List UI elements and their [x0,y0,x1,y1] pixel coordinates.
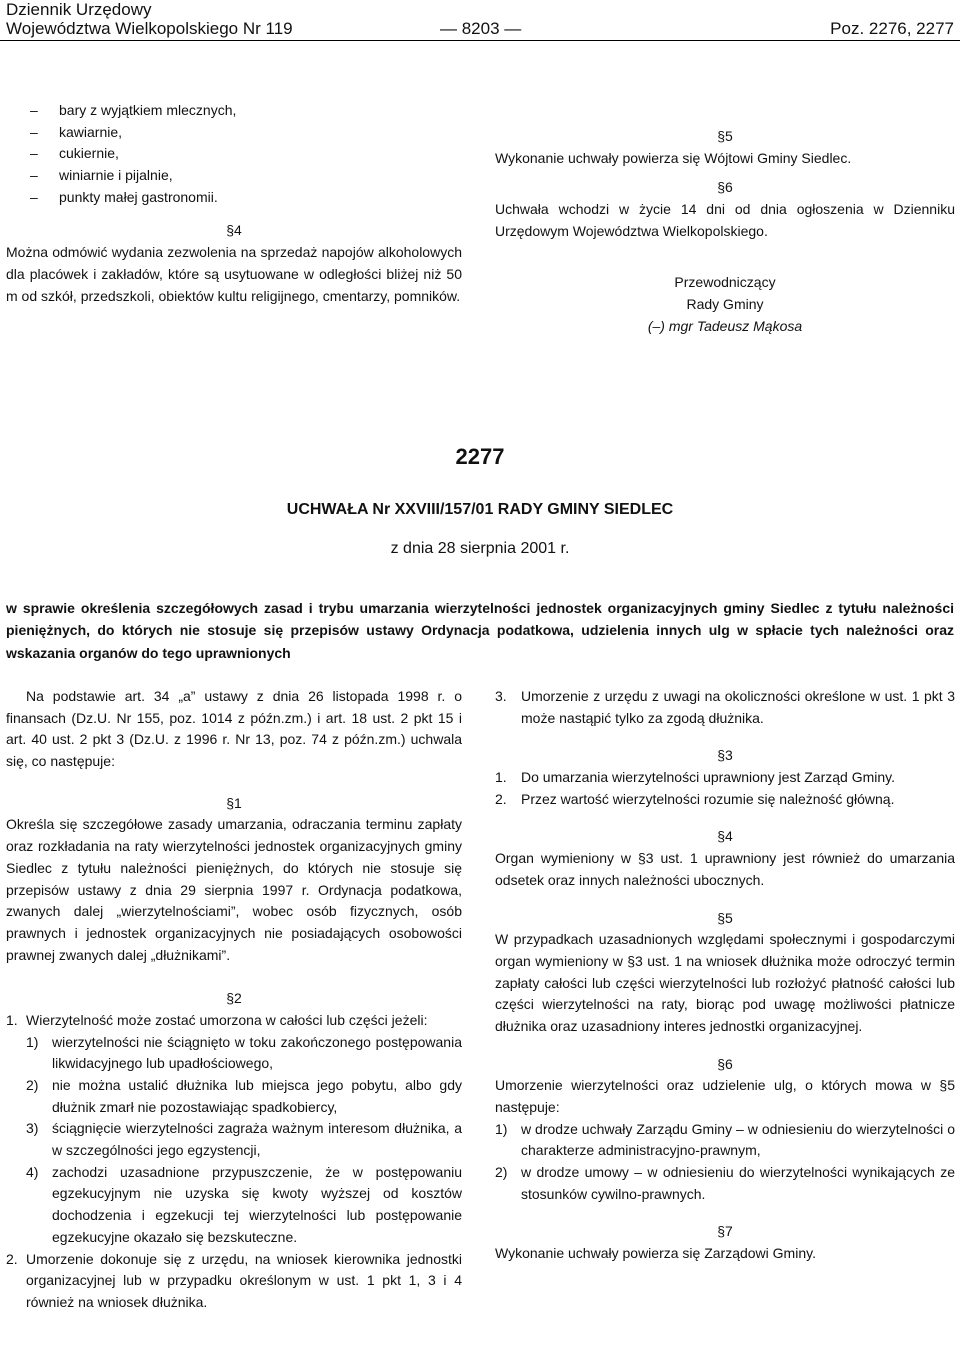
item-text: Umorzenie z urzędu z uwagi na okoliczności określone w ust. 1 pkt 3 może nastąpić tylko za zgodą dłużnika. [521,688,955,726]
item-text: Wierzytelność może zostać umorzona w całości lub części jeżeli: [26,1011,428,1028]
act-date: z dnia 28 sierpnia 2001 r. [390,540,570,557]
position-number: Poz. 2276, 2277 [830,19,954,38]
sub-list-item: 2) nie można ustalić dłużnika lub miejsca jego pobytu, albo gdy dłużnik zmarł nie pozostawiając spadkobiercy, [26,1077,462,1115]
item-number: 1. [6,1011,18,1028]
section-text: Określa się szczegółowe zasady umarzania, odraczania terminu zapłaty oraz rozkładania na raty wierzytelności jednostek organizacyjnych gminy Siedlec z tytułu należności pieniężnych, do których nie stosuje się przepisów ustawy z dnia 29 sierpnia 1997 r. Ordynacja podatkowa, zwanych dalej „wierzytelnościami”, wobec osób fizycznych, osób prawnych i jednostek organizacyjnych nie posiadających osobowości prawnej zwanych dalej „dłużnikami”. [6,816,462,963]
sub-list-item: 3) ściągnięcie wierzytelności zagraża ważnym interesom dłużnika, a w szczególności jego egzystencji, [26,1120,462,1159]
section-3-list [495,767,955,810]
section-heading: §7 [717,1223,733,1240]
section-text: Umorzenie wierzytelności oraz udzielenie ulg, o których mowa w §5 następuje: [495,1077,955,1115]
journal-subtitle: Województwa Wielkopolskiego Nr 119 [6,19,293,38]
list-item [495,686,955,729]
section-heading: §6 [717,1055,733,1072]
venue-list [6,100,462,208]
section-text: W przypadkach uzasadnionych względami społecznymi i gospodarczymi organ wymieniony w §3 ust. 1 na wniosek dłużnika może odroczyć termin zapłaty całości lub części wierzytelności lub rozłożyć płatność całości lub części wierzytelności na raty, biorąc pod uwagę możliwości płatnicze dłużnika oraz uzasadniony interes jednostki organizacyjnej. [495,931,955,1034]
list-item: 1. Do umarzania wierzytelności uprawniony jest Zarząd Gminy. [495,769,895,786]
page-number: — 8203 — [440,19,522,38]
section-heading: §2 [226,990,242,1007]
section-text: Uchwała wchodzi w życie 14 dni od dnia ogłoszenia w Dzienniku Urzędowym Województwa Wielkopolskiego. [495,201,955,239]
list-item: 2) w drodze umowy – w odniesieniu do wierzytelności wynikających ze stosunków cywilno-prawnych. [495,1164,955,1202]
act-right-column [495,686,955,1265]
act-subject: w sprawie określenia szczegółowych zasad i trybu umarzania wierzytelności jednostek organizacyjnych gminy Siedlec z tytułu należności pieniężnych, do których nie stosuje się przepisów ustawy Ordynacja podatkowa, udzielenia innych ulg w spłacie tych należności oraz wskazania organów do tego uprawnionych [6,600,954,661]
section-heading: §4 [226,222,242,239]
prev-act-right-column [495,126,955,338]
item-number: 2. [6,1250,18,1267]
signature-name: (–) mgr Tadeusz Mąkosa [647,317,803,334]
act-title: UCHWAŁA Nr XXVIII/157/01 RADY GMINY SIEDLEC [286,501,674,518]
section-heading: §5 [717,909,733,926]
list-item: – punkty małej gastronomii. [6,187,462,209]
section-text: Wykonanie uchwały powierza się Zarządowi Gminy. [495,1245,816,1262]
item-text: Umorzenie dokonuje się z urzędu, na wniosek kierownika jednostki organizacyjnej lub w przypadku określonym w ust. 1 pkt 1, 3 i 4 również na wniosek dłużnika. [26,1250,462,1310]
list-item: 1) w drodze uchwały Zarządu Gminy – w odniesieniu do wierzytelności o charakterze administracyjno-prawnym, [495,1120,955,1159]
list-item: – cukiernie, [6,143,462,165]
list-item: – winiarnie i pijalnie, [6,165,462,187]
journal-title: Dziennik Urzędowy [6,0,152,19]
act-left-column [6,686,462,1314]
section-text: Organ wymieniony w §3 ust. 1 uprawniony jest również do umarzania odsetek oraz innych należności ubocznych. [495,850,955,888]
list-item: 2. Przez wartość wierzytelności rozumie się należność główną. [495,790,895,807]
prev-act-left-column [6,100,462,307]
section-text: Wykonanie uchwały powierza się Wójtowi Gminy Siedlec. [495,149,852,166]
sub-list-item: 1) wierzytelności nie ściągnięto w toku zakończonego postępowania likwidacyjnego lub upadłościowego, [26,1033,462,1072]
page-header [6,0,954,40]
preamble: Na podstawie art. 34 „a” ustawy z dnia 26 listopada 1998 r. o finansach (Dz.U. Nr 155, poz. 1014 z późn.zm.) i art. 18 ust. 2 pkt 15 i art. 40 ust. 2 pkt 3 (Dz.U. z 1996 r. Nr 13, poz. 74 z późn.zm.) uchwala się, co następuje: [6,688,462,770]
list-item [6,1010,462,1032]
item-number: 3. [495,688,507,704]
section-heading: §5 [717,128,733,144]
signature-role: Przewodniczący [674,274,776,291]
section-6-list [495,1119,955,1206]
sub-list [6,1032,462,1249]
header-divider [0,40,960,41]
act-number: 2277 [455,444,505,469]
signature-block [495,272,955,337]
section-2-list [6,1010,462,1314]
section-heading: §1 [226,794,242,811]
section-heading: §6 [717,179,733,196]
sub-list-item: 4) zachodzi uzasadnione przypuszczenie, że w postępowaniu egzekucyjnym nie uzyska się kwoty wyższej od kosztów dochodzenia i egzekucji tej wierzytelności lub postępowanie egzekucyjne okazało się bezskuteczne. [26,1163,462,1245]
section-heading: §4 [717,828,733,845]
list-item [6,1249,462,1314]
list-item: – bary z wyjątkiem mlecznych, [6,100,462,122]
section-text: Można odmówić wydania zezwolenia na sprzedaż napojów alkoholowych dla placówek i zakładów, które są usytuowane w odległości bliżej niż 50 m od szkół, przedszkoli, obiektów kultu religijnego, cmentarzy, pomników. [6,244,462,304]
list-item: – kawiarnie, [6,122,462,144]
section-heading: §3 [717,747,733,764]
signature-role: Rady Gminy [686,296,764,313]
